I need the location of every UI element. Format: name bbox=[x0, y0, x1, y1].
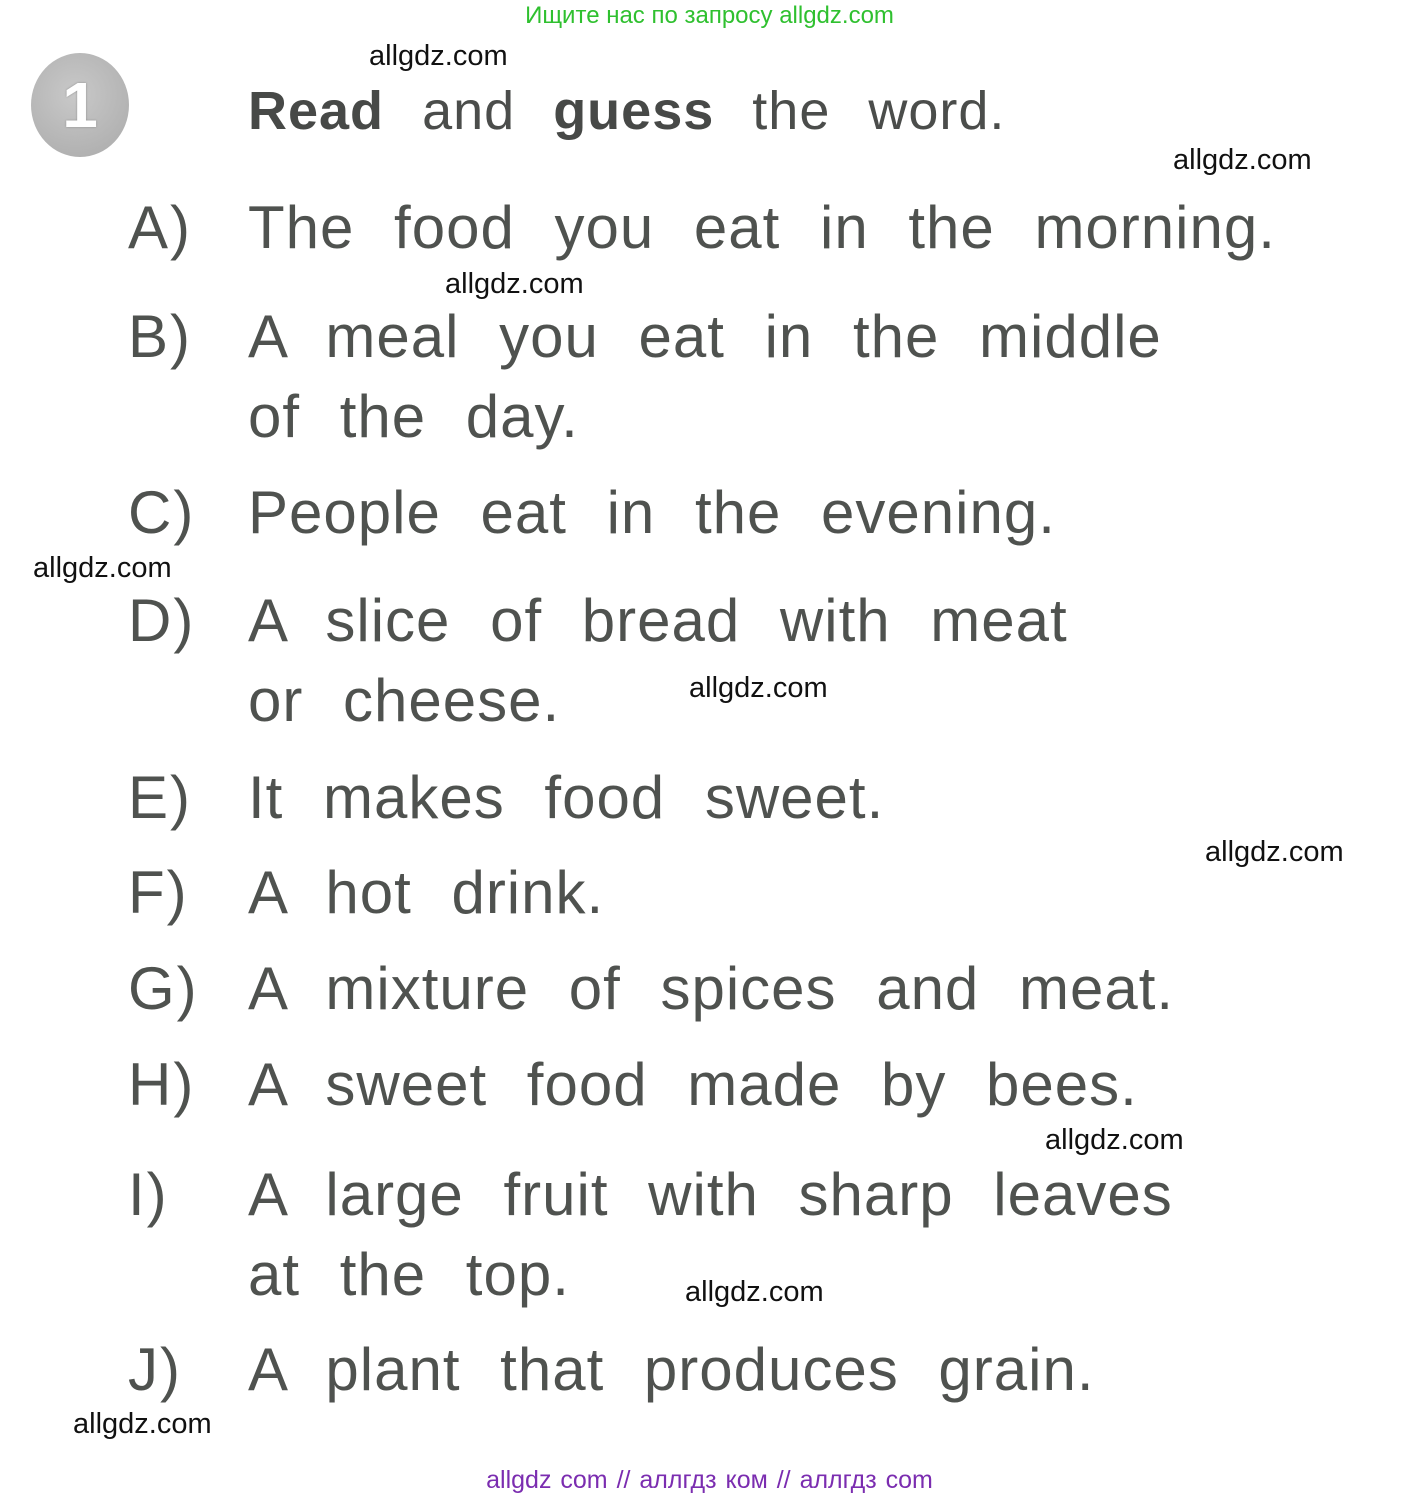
exercise-number-badge bbox=[31, 53, 129, 157]
item-line: A mixture of spices and meat. bbox=[248, 955, 1175, 1022]
item-text bbox=[248, 949, 1174, 1029]
watermark: allgdz.com bbox=[1173, 144, 1312, 176]
heading-rest: the word. bbox=[752, 81, 1006, 141]
item-letter: G) bbox=[128, 955, 199, 1022]
heading-and: and bbox=[422, 81, 516, 141]
item-line: A plant that produces grain. bbox=[248, 1336, 1095, 1403]
item-letter: B) bbox=[128, 303, 192, 370]
item-letter: E) bbox=[128, 764, 192, 831]
item-line: A hot drink. bbox=[248, 859, 605, 926]
watermark: allgdz.com bbox=[685, 1276, 824, 1308]
heading-read: Read bbox=[248, 81, 385, 141]
watermark: allgdz.com bbox=[445, 268, 584, 300]
item-letter: I) bbox=[128, 1161, 169, 1228]
watermark: allgdz.com bbox=[369, 40, 508, 72]
item-line: A large fruit with sharp leaves bbox=[248, 1161, 1173, 1228]
exercise-number: 1 bbox=[62, 69, 98, 141]
item-line: People eat in the evening. bbox=[248, 479, 1056, 546]
item-line-continued: of the day. bbox=[248, 383, 579, 450]
watermark: allgdz.com bbox=[73, 1408, 212, 1440]
footer-links: allgdz com // аллгдз ком // аллгдз com bbox=[486, 1466, 933, 1494]
exercise-heading bbox=[248, 80, 1005, 142]
item-text bbox=[248, 758, 884, 838]
item-line-continued: at the top. bbox=[248, 1241, 570, 1308]
watermark: allgdz.com bbox=[1205, 836, 1344, 868]
item-text bbox=[248, 1330, 1095, 1410]
item-letter: A) bbox=[128, 194, 192, 261]
item-line: A sweet food made by bees. bbox=[248, 1051, 1138, 1118]
item-line: A meal you eat in the middle bbox=[248, 303, 1162, 370]
item-line: A slice of bread with meat bbox=[248, 587, 1068, 654]
item-text bbox=[248, 188, 1276, 268]
item-letter: D) bbox=[128, 587, 196, 654]
heading-guess: guess bbox=[553, 81, 715, 141]
item-line-continued: or cheese. bbox=[248, 667, 561, 734]
item-text bbox=[248, 853, 604, 933]
top-banner: Ищите нас по запросу allgdz.com bbox=[525, 2, 894, 29]
watermark: allgdz.com bbox=[33, 552, 172, 584]
item-letter: F) bbox=[128, 859, 189, 926]
item-text bbox=[248, 1045, 1138, 1125]
item-text bbox=[248, 297, 1162, 457]
item-letter: J) bbox=[128, 1336, 182, 1403]
item-text bbox=[248, 581, 1068, 741]
item-line: It makes food sweet. bbox=[248, 764, 885, 831]
item-text bbox=[248, 473, 1056, 553]
item-letter: C) bbox=[128, 479, 196, 546]
item-line: The food you eat in the morning. bbox=[248, 194, 1276, 261]
item-letter: H) bbox=[128, 1051, 196, 1118]
watermark: allgdz.com bbox=[689, 672, 828, 704]
watermark: allgdz.com bbox=[1045, 1124, 1184, 1156]
